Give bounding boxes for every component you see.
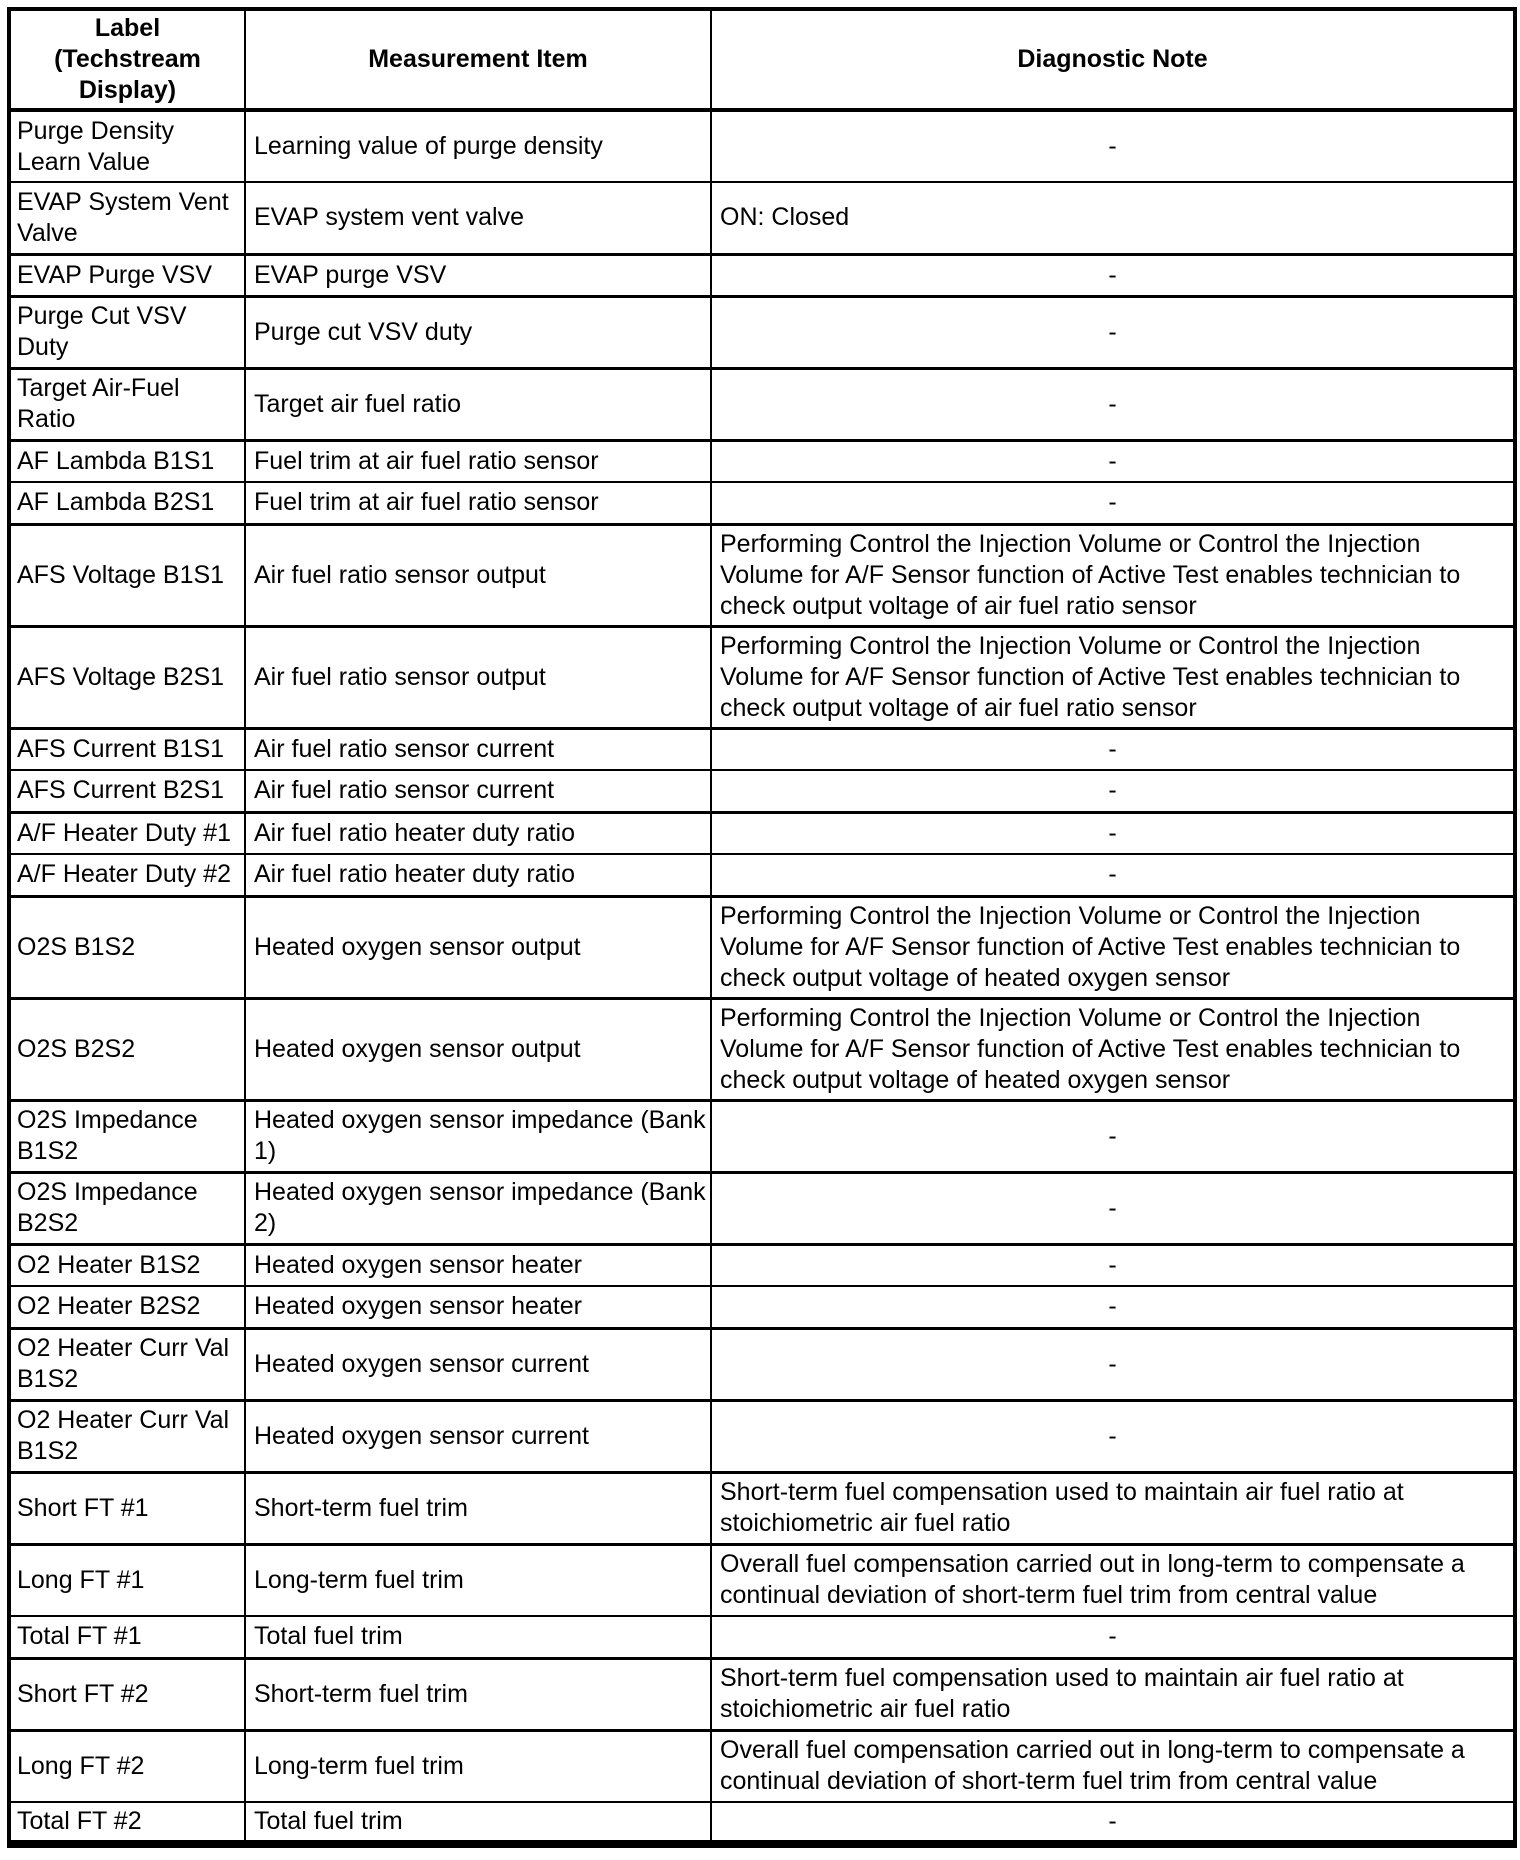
- measurement-item-cell: Learning value of purge density: [245, 110, 711, 182]
- table-row: [9, 524, 1515, 626]
- diagnostic-note-cell: Short-term fuel compensation used to maintain air fuel ratio at stoichiometric air fuel ratio: [711, 1658, 1515, 1730]
- diagnostic-note-cell: -: [711, 812, 1515, 854]
- column-header-diagnostic-note: Diagnostic Note: [711, 9, 1515, 110]
- label-cell: A/F Heater Duty #1: [9, 812, 245, 854]
- label-cell: O2 Heater Curr Val B1S2: [9, 1400, 245, 1472]
- measurement-item-cell: Heated oxygen sensor output: [245, 896, 711, 998]
- measurement-item-cell: Target air fuel ratio: [245, 368, 711, 440]
- measurement-item-cell: Short-term fuel trim: [245, 1472, 711, 1544]
- label-cell: AFS Current B1S1: [9, 728, 245, 770]
- label-cell: EVAP Purge VSV: [9, 254, 245, 296]
- measurement-item-cell: Heated oxygen sensor current: [245, 1328, 711, 1400]
- diagnostic-note-cell: -: [711, 1244, 1515, 1286]
- diagnostic-note-cell: -: [711, 254, 1515, 296]
- label-cell: AFS Voltage B1S1: [9, 524, 245, 626]
- label-cell: Purge Density Learn Value: [9, 110, 245, 182]
- table-row: [9, 296, 1515, 368]
- table-row: [9, 1472, 1515, 1544]
- diagnostic-note-cell: ON: Closed: [711, 182, 1515, 254]
- table-row: [9, 1802, 1515, 1844]
- table-row: [9, 812, 1515, 854]
- diagnostic-note-cell: -: [711, 1802, 1515, 1844]
- label-cell: EVAP System Vent Valve: [9, 182, 245, 254]
- diagnostic-note-cell: -: [711, 1286, 1515, 1328]
- measurement-item-cell: Air fuel ratio heater duty ratio: [245, 812, 711, 854]
- diagnostic-note-cell: -: [711, 1328, 1515, 1400]
- diagnostic-note-cell: -: [711, 728, 1515, 770]
- measurement-item-cell: Fuel trim at air fuel ratio sensor: [245, 482, 711, 524]
- label-cell: AFS Voltage B2S1: [9, 626, 245, 728]
- label-cell: O2 Heater Curr Val B1S2: [9, 1328, 245, 1400]
- label-cell: A/F Heater Duty #2: [9, 854, 245, 896]
- table-row: [9, 1730, 1515, 1802]
- measurement-item-cell: Heated oxygen sensor output: [245, 998, 711, 1100]
- measurement-item-cell: Heated oxygen sensor impedance (Bank 1): [245, 1100, 711, 1172]
- label-cell: O2 Heater B1S2: [9, 1244, 245, 1286]
- label-cell: AFS Current B2S1: [9, 770, 245, 812]
- table-row: [9, 1328, 1515, 1400]
- measurement-item-cell: Short-term fuel trim: [245, 1658, 711, 1730]
- table-row: [9, 896, 1515, 998]
- table-row: [9, 182, 1515, 254]
- measurement-item-cell: Total fuel trim: [245, 1616, 711, 1658]
- label-cell: Total FT #2: [9, 1802, 245, 1844]
- measurement-item-cell: Heated oxygen sensor current: [245, 1400, 711, 1472]
- diagnostic-note-cell: -: [711, 1172, 1515, 1244]
- measurement-item-cell: Heated oxygen sensor heater: [245, 1244, 711, 1286]
- diagnostic-note-cell: -: [711, 440, 1515, 482]
- diagnostic-note-cell: -: [711, 482, 1515, 524]
- diagnostic-note-cell: -: [711, 1100, 1515, 1172]
- label-cell: Total FT #1: [9, 1616, 245, 1658]
- label-cell: Short FT #1: [9, 1472, 245, 1544]
- table-row: [9, 998, 1515, 1100]
- measurement-item-cell: Heated oxygen sensor impedance (Bank 2): [245, 1172, 711, 1244]
- diagnostic-note-cell: Performing Control the Injection Volume or Control the Injection Volume for A/F Sensor function of Active Test enables technician to check output voltage of air fuel ratio sensor: [711, 626, 1515, 728]
- diagnostic-note-cell: -: [711, 770, 1515, 812]
- label-cell: O2S Impedance B2S2: [9, 1172, 245, 1244]
- measurement-item-cell: Purge cut VSV duty: [245, 296, 711, 368]
- column-header-label-text: Label (Techstream Display): [54, 14, 201, 104]
- diagnostic-note-cell: -: [711, 1616, 1515, 1658]
- label-cell: AF Lambda B2S1: [9, 482, 245, 524]
- table-row: [9, 254, 1515, 296]
- measurement-item-cell: Long-term fuel trim: [245, 1544, 711, 1616]
- measurement-item-cell: Long-term fuel trim: [245, 1730, 711, 1802]
- table-row: [9, 482, 1515, 524]
- diagnostic-note-cell: Overall fuel compensation carried out in long-term to compensate a continual deviation of short-term fuel trim from central value: [711, 1730, 1515, 1802]
- table-row: [9, 1658, 1515, 1730]
- diagnostic-note-cell: -: [711, 110, 1515, 182]
- label-cell: O2S B1S2: [9, 896, 245, 998]
- label-cell: O2 Heater B2S2: [9, 1286, 245, 1328]
- diagnostic-note-cell: -: [711, 368, 1515, 440]
- table-row: [9, 1544, 1515, 1616]
- label-cell: AF Lambda B1S1: [9, 440, 245, 482]
- measurement-item-cell: Fuel trim at air fuel ratio sensor: [245, 440, 711, 482]
- table-body: [9, 110, 1515, 1844]
- measurement-item-cell: Air fuel ratio sensor current: [245, 770, 711, 812]
- table-row: [9, 1400, 1515, 1472]
- diagnostic-note-cell: Short-term fuel compensation used to maintain air fuel ratio at stoichiometric air fuel ratio: [711, 1472, 1515, 1544]
- diagnostic-data-table: [7, 7, 1517, 1848]
- measurement-item-cell: Total fuel trim: [245, 1802, 711, 1844]
- diagnostic-note-cell: Performing Control the Injection Volume or Control the Injection Volume for A/F Sensor function of Active Test enables technician to check output voltage of air fuel ratio sensor: [711, 524, 1515, 626]
- label-cell: Long FT #2: [9, 1730, 245, 1802]
- table-row: [9, 1616, 1515, 1658]
- label-cell: Target Air-Fuel Ratio: [9, 368, 245, 440]
- diagnostic-note-cell: Performing Control the Injection Volume or Control the Injection Volume for A/F Sensor function of Active Test enables technician to check output voltage of heated oxygen sensor: [711, 896, 1515, 998]
- diagnostic-note-cell: -: [711, 854, 1515, 896]
- label-cell: O2S B2S2: [9, 998, 245, 1100]
- table-row: [9, 770, 1515, 812]
- table-row: [9, 1244, 1515, 1286]
- table-row: [9, 626, 1515, 728]
- table-row: [9, 854, 1515, 896]
- diagnostic-note-cell: Performing Control the Injection Volume or Control the Injection Volume for A/F Sensor function of Active Test enables technician to check output voltage of heated oxygen sensor: [711, 998, 1515, 1100]
- label-cell: Purge Cut VSV Duty: [9, 296, 245, 368]
- measurement-item-cell: Air fuel ratio sensor current: [245, 728, 711, 770]
- diagnostic-note-cell: Overall fuel compensation carried out in long-term to compensate a continual deviation of short-term fuel trim from central value: [711, 1544, 1515, 1616]
- measurement-item-cell: EVAP purge VSV: [245, 254, 711, 296]
- label-cell: Long FT #1: [9, 1544, 245, 1616]
- column-header-label: [9, 9, 245, 110]
- header-row: [9, 9, 1515, 110]
- label-cell: O2S Impedance B1S2: [9, 1100, 245, 1172]
- column-header-measurement-item: Measurement Item: [245, 9, 711, 110]
- table-row: [9, 1286, 1515, 1328]
- table-row: [9, 1100, 1515, 1172]
- table-row: [9, 110, 1515, 182]
- table-row: [9, 368, 1515, 440]
- measurement-item-cell: EVAP system vent valve: [245, 182, 711, 254]
- measurement-item-cell: Heated oxygen sensor heater: [245, 1286, 711, 1328]
- diagnostic-note-cell: -: [711, 1400, 1515, 1472]
- label-cell: Short FT #2: [9, 1658, 245, 1730]
- measurement-item-cell: Air fuel ratio sensor output: [245, 524, 711, 626]
- measurement-item-cell: Air fuel ratio sensor output: [245, 626, 711, 728]
- diagnostic-note-cell: -: [711, 296, 1515, 368]
- table-row: [9, 728, 1515, 770]
- table-row: [9, 440, 1515, 482]
- table-row: [9, 1172, 1515, 1244]
- measurement-item-cell: Air fuel ratio heater duty ratio: [245, 854, 711, 896]
